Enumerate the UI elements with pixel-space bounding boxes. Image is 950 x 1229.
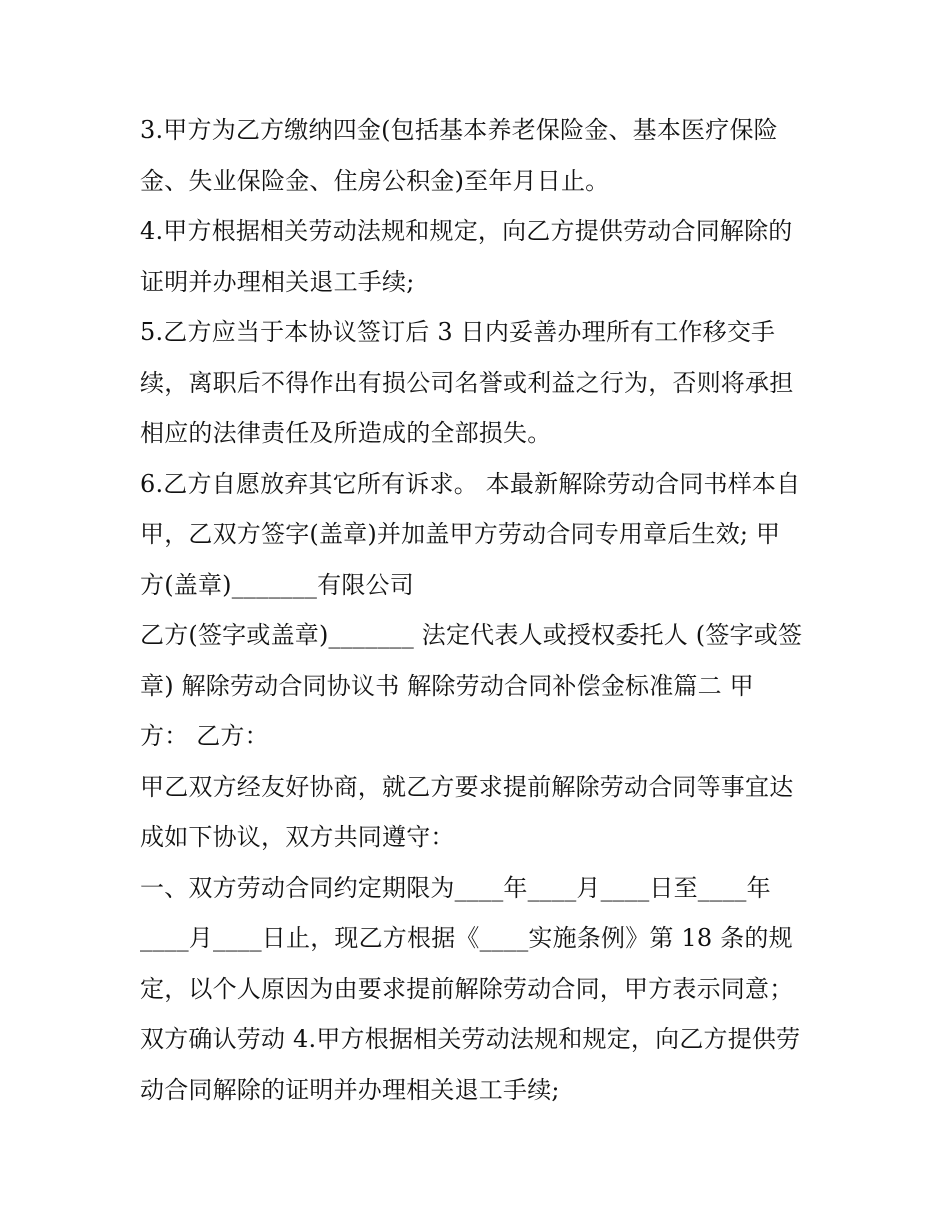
text-line: 甲，乙双方签字(盖章)并加盖甲方劳动合同专用章后生效; 甲: [140, 520, 781, 548]
text-line: 乙方(签字或盖章)_______ 法定代表人或授权委托人 (签字或签: [140, 621, 803, 649]
text-line: 相应的法律责任及所造成的全部损失。: [140, 419, 552, 447]
text-line: 金、失业保险金、住房公积金)至年月日止。: [140, 166, 610, 195]
text-line: 定，以个人原因为由要求提前解除劳动合同，甲方表示同意；: [140, 974, 794, 1003]
text-line: 4.甲方根据相关劳动法规和规定，向乙方提供劳动合同解除的: [140, 217, 793, 245]
text-line: 双方确认劳动 4.甲方根据相关劳动法规和规定，向乙方提供劳: [140, 1025, 801, 1053]
text-line: 章) 解除劳动合同协议书 解除劳动合同补偿金标准篇二 甲: [140, 671, 754, 700]
text-line: 成如下协议，双方共同遵守：: [140, 823, 455, 851]
text-line: 甲乙双方经友好协商，就乙方要求提前解除劳动合同等事宜达: [140, 772, 794, 801]
text-line: 6.乙方自愿放弃其它所有诉求。 本最新解除劳动合同书样本自: [140, 469, 801, 498]
text-line: 证明并办理相关退工手续;: [140, 267, 415, 296]
document-body: [140, 105, 820, 1115]
text-line: 3.甲方为乙方缴纳四金(包括基本养老保险金、基本医疗保险: [140, 116, 778, 144]
text-line: 5.乙方应当于本协议签订后 3 日内妥善办理所有工作移交手: [140, 318, 776, 346]
text-line: ____月____日止，现乙方根据《____实施条例》第 18 条的规: [140, 924, 793, 952]
text-line: 一、双方劳动合同约定期限为____年____月____日至____年: [140, 873, 771, 902]
text-line: 续，离职后不得作出有损公司名誉或利益之行为，否则将承担: [140, 368, 794, 397]
text-line: 方： 乙方：: [140, 722, 269, 750]
text-line: 方(盖章)_______有限公司: [140, 570, 414, 599]
text-line: 动合同解除的证明并办理相关退工手续;: [140, 1075, 560, 1104]
